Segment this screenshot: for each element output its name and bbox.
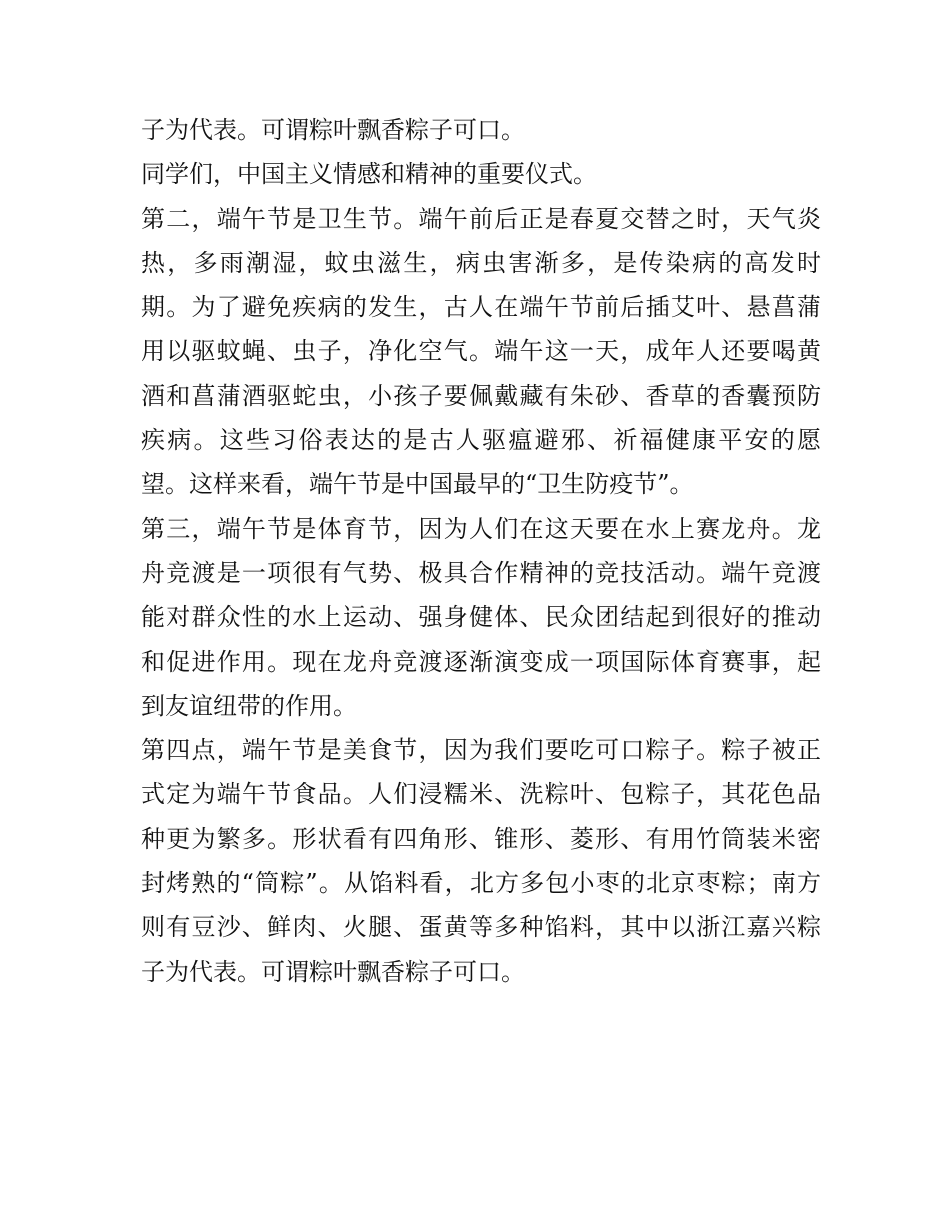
text-line: 热，多雨潮湿，蚊虫滋生，病虫害渐多，是传染病的高发时 bbox=[141, 248, 821, 277]
paragraph-2 bbox=[141, 152, 821, 196]
paragraph-3 bbox=[141, 197, 821, 507]
text-line: 封烤熟的“筒粽”。从馅料看，北方多包小枣的北京枣粽；南方 bbox=[141, 869, 821, 898]
text-line: 第四点，端午节是美食节，因为我们要吃可口粽子。粽子被正 bbox=[141, 736, 821, 765]
text-line: 望。这样来看，端午节是中国最早的“卫生防疫节”。 bbox=[141, 470, 694, 499]
paragraph-4 bbox=[141, 507, 821, 728]
text-line: 期。为了避免疾病的发生，古人在端午节前后插艾叶、悬菖蒲 bbox=[141, 293, 821, 322]
text-line: 和促进作用。现在龙舟竞渡逐渐演变成一项国际体育赛事，起 bbox=[141, 647, 821, 676]
text-line: 舟竞渡是一项很有气势、极具合作精神的竞技活动。端午竞渡 bbox=[141, 558, 821, 587]
document-body bbox=[141, 108, 821, 994]
text-line: 子为代表。可谓粽叶飘香粽子可口。 bbox=[141, 957, 525, 986]
text-line: 种更为繁多。形状看有四角形、锥形、菱形、有用竹筒装米密 bbox=[141, 824, 821, 853]
text-line: 酒和菖蒲酒驱蛇虫，小孩子要佩戴藏有朱砂、香草的香囊预防 bbox=[141, 381, 821, 410]
text-line: 能对群众性的水上运动、强身健体、民众团结起到很好的推动 bbox=[141, 603, 821, 632]
text-line: 到友谊纽带的作用。 bbox=[141, 691, 357, 720]
text-line: 同学们，中国主义情感和精神的重要仪式。 bbox=[141, 160, 597, 189]
text-line: 子为代表。可谓粽叶飘香粽子可口。 bbox=[141, 116, 525, 144]
text-line: 疾病。这些习俗表达的是古人驱瘟避邪、祈福健康平安的愿 bbox=[141, 426, 821, 455]
text-line: 用以驱蚊蝇、虫子，净化空气。端午这一天，成年人还要喝黄 bbox=[141, 337, 821, 366]
text-line: 第二，端午节是卫生节。端午前后正是春夏交替之时，天气炎 bbox=[141, 204, 821, 233]
text-line: 第三，端午节是体育节，因为人们在这天要在水上赛龙舟。龙 bbox=[141, 514, 821, 543]
paragraph-1 bbox=[141, 108, 821, 152]
paragraph-5 bbox=[141, 728, 821, 994]
text-line: 式定为端午节食品。人们浸糯米、洗粽叶、包粽子，其花色品 bbox=[141, 780, 821, 809]
text-line: 则有豆沙、鲜肉、火腿、蛋黄等多种馅料，其中以浙江嘉兴粽 bbox=[141, 913, 821, 942]
